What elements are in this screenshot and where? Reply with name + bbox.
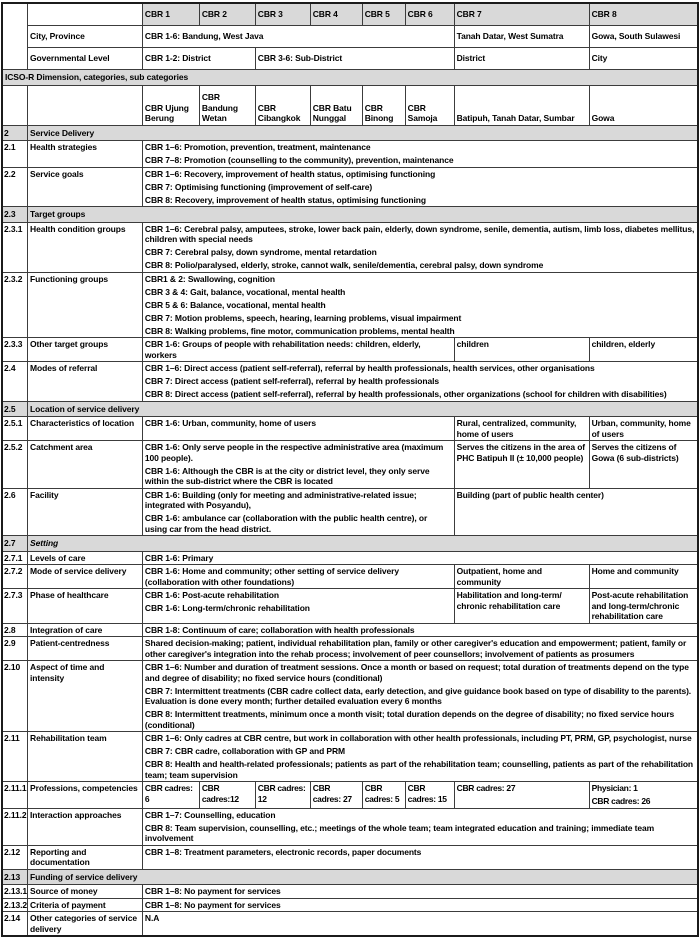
column-header: CBR 7 xyxy=(454,3,589,26)
cell xyxy=(142,912,698,937)
table-row xyxy=(2,565,698,589)
cell-paragraph: CBR 1–6: Recovery, improvement of health status, optimising functioning xyxy=(144,168,436,179)
cell: District xyxy=(454,48,589,70)
cell: Post-acute rehabilitation and long-term/chronic rehabilitation care xyxy=(589,589,698,624)
section-title: Location of service delivery xyxy=(28,401,698,417)
cell-paragraph: CBR 1–8: No payment for services xyxy=(144,899,281,910)
table-row xyxy=(2,885,698,899)
column-header: CBR 3 xyxy=(255,3,310,26)
cell-paragraph: Shared decision-making; patient, individual rehabilitation plan, family or other caregiver's education and empowerment; patient, family or other caregiver's integration into the rehab process; involvement of peer counsellors; involvement of patients as prosumers xyxy=(144,638,687,659)
cell-paragraph: CBR 8: Polio/paralysed, elderly, stroke, cannot walk, senile/dementia, cerebral palsy, down syndrome xyxy=(144,260,544,270)
cell: children, elderly xyxy=(589,338,698,362)
column-subheader: Batipuh, Tanah Datar, Sumbar xyxy=(454,85,589,125)
cell-paragraph: CBR 7: CBR cadre, collaboration with GP and PRM xyxy=(144,746,346,756)
row-label: Reporting and documentation xyxy=(28,845,143,869)
row-number: 2.12 xyxy=(2,845,28,869)
cell xyxy=(142,141,698,168)
cell: children xyxy=(454,338,589,362)
section-band-row xyxy=(2,125,698,141)
row-label: Levels of care xyxy=(28,551,143,565)
row-label: Rehabilitation team xyxy=(28,732,143,782)
row-number: 2.3.2 xyxy=(2,272,28,338)
cell-paragraph: CBR 8: Team supervision, counselling, etc.; meetings of the whole team; team integrated education and training; immediate team involvement xyxy=(144,822,655,843)
cell-paragraph: CBR 1–8: No payment for services xyxy=(144,886,281,896)
cell xyxy=(142,488,454,536)
row-label: Integration of care xyxy=(28,623,143,637)
cell-paragraph: CBR 7–8: Promotion (counselling to the community), prevention, maintenance xyxy=(144,155,454,165)
cell: CBR 1-6: Bandung, West Java xyxy=(142,26,454,48)
row-number: 2.13.1 xyxy=(4,886,28,896)
section-title: Service Delivery xyxy=(28,125,698,141)
table-row xyxy=(2,898,698,912)
column-subheader: CBR Binong xyxy=(362,85,405,125)
row-label: City, Province xyxy=(28,26,143,48)
row-number: 2.1 xyxy=(2,141,28,168)
cell: CBR cadres: 5 xyxy=(362,782,405,809)
section-number: 2.7 xyxy=(2,536,28,552)
cell xyxy=(142,808,698,845)
row-number: 2.7.2 xyxy=(2,565,28,589)
row-label: Service goals xyxy=(28,167,143,207)
cell-paragraph: CBR 1-6: Only serve people in the respective administrative area (maximum 100 people). xyxy=(144,442,444,463)
blank-cell xyxy=(28,85,143,125)
cell xyxy=(142,167,698,207)
cell-paragraph: CBR 1-8: Continuum of care; collaboration with health professionals xyxy=(144,624,415,635)
cell: CBR 1-2: District xyxy=(142,48,255,70)
table-row xyxy=(2,417,698,441)
column-subheader: CBR Ujung Berung xyxy=(142,85,199,125)
cell-paragraph: CBR 7: Cerebral palsy, down syndrome, mental retardation xyxy=(144,247,377,257)
cell xyxy=(142,222,698,272)
row-label: Facility xyxy=(28,488,143,536)
cell: Home and community xyxy=(589,565,698,589)
icso-table xyxy=(1,2,699,937)
corner-cell xyxy=(2,3,28,70)
row-number: 2.9 xyxy=(2,637,28,661)
column-header: CBR 8 xyxy=(589,3,698,26)
row-number: 2.6 xyxy=(2,488,28,536)
blank-cell xyxy=(2,85,28,125)
cell-paragraph: CBR 7: Direct access (patient self-referral), referral by health professionals xyxy=(144,376,439,386)
section-band-row xyxy=(2,207,698,223)
table-row xyxy=(2,661,698,732)
cell-paragraph: CBR 8: Walking problems, fine motor, communication problems, mental health xyxy=(144,325,455,336)
row-number: 2.5.2 xyxy=(2,441,28,489)
row-label: Phase of healthcare xyxy=(28,589,143,624)
cell: CBR cadres: 6 xyxy=(142,782,199,809)
section-title: Target groups xyxy=(28,207,698,223)
cell-paragraph: CBR 8: Recovery, improvement of health status, optimising functioning xyxy=(144,194,426,205)
row-number: 2.14 xyxy=(2,912,28,937)
column-subheader: CBR Cibangkok xyxy=(255,85,310,125)
cell-paragraph: CBR 1–6: Only cadres at CBR centre, but work in collaboration with other health professionals, including PT, PRM, GP, psychologist, nurse xyxy=(144,733,692,743)
cell xyxy=(142,623,698,637)
cell-paragraph: CBR 1–7: Counselling, education xyxy=(144,809,276,820)
icso-table-body xyxy=(2,3,698,936)
cell-paragraph: CBR 1–6: Number and duration of treatment sessions. Once a month or based on request; total duration of treatments depend on the type and degree of disability; no fixed service hours (conditional) xyxy=(144,662,689,683)
cell: CBR 3-6: Sub-District xyxy=(255,48,454,70)
row-label: Health condition groups xyxy=(28,222,143,272)
cell: CBR cadres: 27 xyxy=(310,782,362,809)
table-row xyxy=(2,488,698,536)
cell-paragraph: CBR 8: Intermittent treatments, minimum once a month visit; total duration depends on the degree of disability; no fixed service hours (conditional) xyxy=(144,709,675,730)
cell-paragraph: CBR 1–6: Cerebral palsy, amputees, stroke, lower back pain, elderly, down syndrome, senile, dementia, autism, limb loss, diabetes mellitus, children with special needs xyxy=(144,223,695,244)
row-number: 2.11.1 xyxy=(2,782,28,809)
cell-paragraph: CBR 1-6: Groups of people with rehabilitation needs: children, elderly, workers xyxy=(144,339,421,360)
cell xyxy=(142,272,698,338)
table-row xyxy=(2,85,698,125)
cell: CBR cadres: 27 xyxy=(454,782,589,809)
cell: Serves the citizens of Gowa (6 sub-districts) xyxy=(589,441,698,489)
row-number: 2.8 xyxy=(2,623,28,637)
table-row xyxy=(2,637,698,661)
table-row xyxy=(2,845,698,869)
cell: Gowa, South Sulawesi xyxy=(589,26,698,48)
cell xyxy=(142,732,698,782)
row-label: Characteristics of location xyxy=(28,417,143,441)
row-label: Other target groups xyxy=(28,338,143,362)
row-label: Catchment area xyxy=(28,441,143,489)
row-number: 2.13.2 xyxy=(4,899,28,910)
row-number: 2.3.3 xyxy=(2,338,28,362)
cell xyxy=(142,885,698,899)
table-row xyxy=(2,362,698,402)
cell-paragraph: CBR 1-6: Home and community; other setting of service delivery (collaboration with other foundations) xyxy=(144,566,399,587)
column-header: CBR 5 xyxy=(362,3,405,26)
row-number: 2.4 xyxy=(2,362,28,402)
section-band-row xyxy=(2,536,698,552)
row-label: Mode of service delivery xyxy=(28,565,143,589)
cell-paragraph: CBR 1-6: ambulance car (collaboration with the public health centre), or using car from the head district. xyxy=(144,513,428,534)
table-row xyxy=(2,26,698,48)
section-band-row xyxy=(2,869,698,885)
cell-paragraph: CBR 7: Motion problems, speech, hearing, learning problems, visual impairment xyxy=(144,312,462,323)
section-title: ICSO-R Dimension, categories, sub categories xyxy=(2,70,698,86)
cell xyxy=(142,551,698,565)
cell-paragraph: CBR 5 & 6: Balance, vocational, mental health xyxy=(144,299,326,310)
row-label: Criteria of payment xyxy=(28,898,143,912)
column-header: CBR 4 xyxy=(310,3,362,26)
column-subheader: Gowa xyxy=(589,85,698,125)
section-band-row xyxy=(2,401,698,417)
row-number: 2.11.2 xyxy=(2,808,28,845)
cell: Urban, community, home of users xyxy=(589,417,698,441)
cell-paragraph: CBR 1–8: Treatment parameters, electronic records, paper documents xyxy=(144,846,422,857)
table-row xyxy=(2,808,698,845)
table-row xyxy=(2,551,698,565)
table-row xyxy=(2,272,698,338)
cell-paragraph: CBR 7: Optimising functioning (improvement of self-care) xyxy=(144,181,373,192)
cell-paragraph: CBR 8: Direct access (patient self-referral), referral by health professionals, other organizations (school for children with disabilities) xyxy=(144,389,667,399)
table-row xyxy=(2,441,698,489)
row-label: Functioning groups xyxy=(28,272,143,338)
table-row xyxy=(2,141,698,168)
cell xyxy=(142,338,454,362)
row-number: 2.7.3 xyxy=(2,589,28,624)
table-row xyxy=(2,623,698,637)
column-header: CBR 2 xyxy=(199,3,255,26)
cell: Habilitation and long-term/ chronic rehabilitation care xyxy=(454,589,589,624)
blank-cell xyxy=(28,3,143,26)
row-label: Other categories of service delivery xyxy=(28,912,143,937)
row-label: Governmental Level xyxy=(28,48,143,70)
row-number: 2.11 xyxy=(2,732,28,782)
table-row xyxy=(2,222,698,272)
cell-paragraph: CBR 1-6: Urban, community, home of users xyxy=(144,418,316,428)
cell xyxy=(142,417,454,441)
column-header: CBR 6 xyxy=(405,3,454,26)
cell: Tanah Datar, West Sumatra xyxy=(454,26,589,48)
cell: CBR cadres:12 xyxy=(199,782,255,809)
cell: CBR cadres: 12 xyxy=(255,782,310,809)
cell-paragraph: Physician: 1 xyxy=(591,783,638,793)
column-header: CBR 1 xyxy=(142,3,199,26)
row-label: Health strategies xyxy=(28,141,143,168)
section-band-row xyxy=(2,70,698,86)
table-row xyxy=(2,48,698,70)
section-number: 2.3 xyxy=(2,207,28,223)
row-label: Patient-centredness xyxy=(28,637,143,661)
cell-paragraph: N.A xyxy=(144,913,160,923)
row-number: 2.7.1 xyxy=(2,551,28,565)
table-row xyxy=(2,3,698,26)
cell-paragraph: CBR 7: Intermittent treatments (CBR cadre collect data, early detection, and give guidance book based on type of disability to the parents). Evaluation is done every month; further detailed evaluation every 6 months xyxy=(144,685,692,706)
cell xyxy=(142,441,454,489)
cell: Serves the citizens in the area of PHC Batipuh II (± 10,000 people) xyxy=(454,441,589,489)
row-label: Interaction approaches xyxy=(28,808,143,845)
row-number: 2.3.1 xyxy=(2,222,28,272)
cell xyxy=(142,589,454,624)
cell-paragraph: CBR 1–6: Direct access (patient self-referral), referral by health professionals, health services, other organisations xyxy=(144,363,595,373)
cell: Building (part of public health center) xyxy=(454,488,698,536)
cell: Outpatient, home and community xyxy=(454,565,589,589)
table-row xyxy=(2,912,698,937)
section-number: 2.5 xyxy=(2,401,28,417)
cell-paragraph: CBR 1-6: Primary xyxy=(144,552,214,563)
cell-paragraph: CBR 1–6: Promotion, prevention, treatment, maintenance xyxy=(144,142,371,152)
table-row xyxy=(2,589,698,624)
row-number: 2.5.1 xyxy=(2,417,28,441)
section-number: 2 xyxy=(2,125,28,141)
cell: City xyxy=(589,48,698,70)
table-row xyxy=(2,782,698,809)
cell xyxy=(142,362,698,402)
cell xyxy=(142,845,698,869)
cell-paragraph: CBR 3 & 4: Gait, balance, vocational, mental health xyxy=(144,286,346,297)
cell xyxy=(589,782,698,809)
cell-paragraph: CBR 1-6: Building (only for meeting and administrative-related issue; integrated with Posyandu), xyxy=(144,489,417,510)
row-number: 2.2 xyxy=(2,167,28,207)
cell-paragraph: CBR 1-6: Post-acute rehabilitation xyxy=(144,590,279,600)
section-title: Setting xyxy=(28,536,698,552)
table-row xyxy=(2,338,698,362)
column-subheader: CBR Bandung Wetan xyxy=(199,85,255,125)
row-label: Professions, competencies xyxy=(28,782,143,809)
column-subheader: CBR Samoja xyxy=(405,85,454,125)
cell xyxy=(142,898,698,912)
section-title: Funding of service delivery xyxy=(28,869,698,885)
cell-paragraph: CBR1 & 2: Swallowing, cognition xyxy=(144,273,275,284)
cell: Rural, centralized, community, home of users xyxy=(454,417,589,441)
cell xyxy=(142,565,454,589)
cell-paragraph: CBR 8: Health and health-related professionals; patients as part of the rehabilitation team; counselling, patients as part of the rehabilitation team; team supervision xyxy=(144,759,694,780)
row-label: Source of money xyxy=(28,885,143,899)
section-number: 2.13 xyxy=(2,869,28,885)
row-number: 2.10 xyxy=(2,661,28,732)
cell xyxy=(142,661,698,732)
cell-paragraph: CBR cadres: 26 xyxy=(591,796,651,806)
column-subheader: CBR Batu Nunggal xyxy=(310,85,362,125)
row-label: Modes of referral xyxy=(28,362,143,402)
cell-paragraph: CBR 1-6: Although the CBR is at the city or district level, they only serve within the sub-district where the CBR is located xyxy=(144,465,430,486)
cell xyxy=(142,637,698,661)
cell-paragraph: CBR 1-6: Long-term/chronic rehabilitation xyxy=(144,603,310,613)
cell: CBR cadres: 15 xyxy=(405,782,454,809)
table-row xyxy=(2,167,698,207)
table-row xyxy=(2,732,698,782)
row-label: Aspect of time and intensity xyxy=(28,661,143,732)
